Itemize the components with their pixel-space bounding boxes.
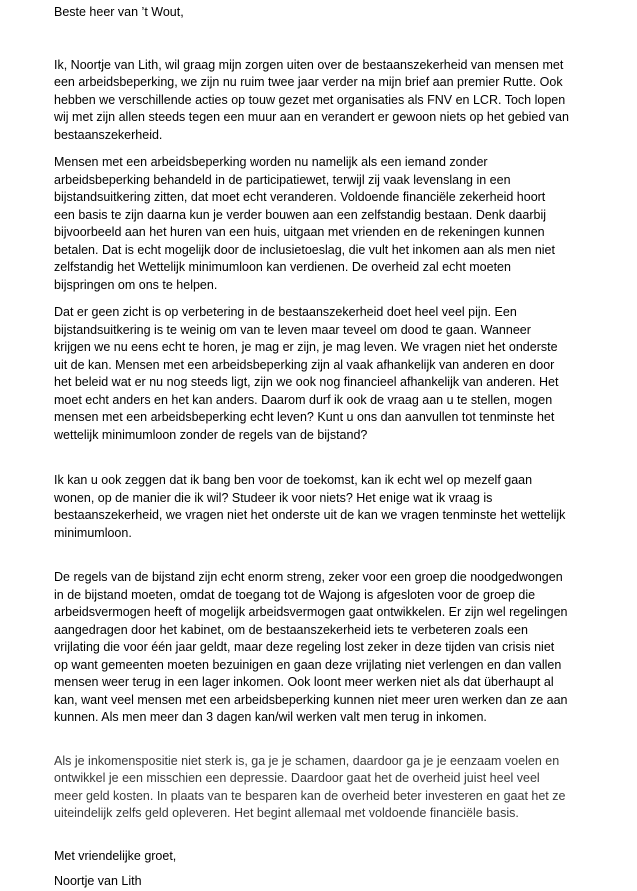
paragraph-line: bestaanszekerheid, we vragen niet het onderste uit de kan we vragen tenminste het wettelijk [54, 508, 566, 522]
paragraph-line: aangedragen door het kabinet, om de bestaanszekerheid iets te verbeteren zoals een [54, 622, 528, 637]
paragraph-line: arbeidsvermogen heeft of mogelijk arbeidsvermogen gaat ontwikkelen. Er zijn wel regelingen [54, 605, 568, 619]
paragraph-line: bijspringen om ons te helpen. [54, 277, 218, 292]
paragraph-3 [54, 304, 626, 444]
paragraph-6 [54, 753, 626, 823]
paragraph-line: krijgen we nu eens echt te horen, je mag er zijn, je mag leven. We vragen niet het onderste [54, 340, 558, 354]
letter-closing: Met vriendelijke groet, [54, 848, 177, 863]
paragraph-line: kan, want veel mensen met een arbeidsbeperking kunnen niet meer uren werken dan ze aan [54, 692, 568, 707]
paragraph-line: bestaanszekerheid. [54, 127, 163, 142]
paragraph-1 [54, 57, 626, 145]
paragraph-line: wettelijk minimumloon zonder de regels van de bijstand? [54, 427, 368, 442]
paragraph-line: Dat er geen zicht is op verbetering in de bestaanszekerheid doet heel veel pijn. Een [54, 305, 517, 319]
paragraph-line: uit de kan. Mensen met een arbeidsbeperking zijn al vaak afhankelijk van anderen en door [54, 357, 555, 372]
paragraph-line: bijvoorbeeld aan het huren van een huis, uitgaan met vrienden en de rekeningen kunnen [54, 225, 545, 239]
paragraph-line: ontwikkel je een misschien een depressie. Daardoor gaat het de overheid juist heel veel [54, 771, 540, 785]
paragraph-line: hebben we verschillende acties op touw gezet met organisaties als FNV en LCR. Toch lopen [54, 92, 566, 107]
paragraph-line: Ik, Noortje van Lith, wil graag mijn zorgen uiten over de bestaanszekerheid van mensen met [54, 57, 564, 72]
paragraph-line: het beleid wat er nu nog steeds ligt, zijn we ook nog financieel afhankelijk van anderen. Het [54, 375, 559, 389]
paragraph-line: moet echt anders en het kan anders. Daarom durf ik ook de vraag aan u te stellen, mogen [54, 392, 553, 407]
paragraph-4 [54, 472, 626, 542]
paragraph-line: Ik kan u ook zeggen dat ik bang ben voor de toekomst, kan ik echt wel op mezelf gaan [54, 473, 533, 487]
paragraph-line: meer geld kosten. In plaats van te besparen kan de overheid beter investeren en gaat het ze [54, 788, 566, 803]
paragraph-line: vrijlating die voor één jaar geldt, maar deze regeling lost zeker in deze tijden van crisis niet [54, 640, 555, 654]
paragraph-5 [54, 569, 626, 727]
paragraph-line: Mensen met een arbeidsbeperking worden nu namelijk als een iemand zonder [54, 155, 488, 169]
paragraph-line: bijstandsuitkering zitten, dat moet echt veranderen. Voldoende financiële zekerheid hoort [54, 190, 546, 204]
paragraph-line: mensen met een arbeidsbeperking echt leven? Kunt u ons dan aanvullen tot tenminste het [54, 410, 555, 424]
letter-signature: Noortje van Lith [54, 874, 142, 888]
letter-greeting: Beste heer van ’t Wout, [54, 5, 184, 19]
paragraph-line: kunnen. Als men meer dan 3 dagen kan/wil werken valt men terug in inkomen. [54, 710, 487, 724]
paragraph-line: uiteindelijk zelfs geld opleveren. Het begint allemaal met voldoende financiële basis. [54, 806, 519, 820]
paragraph-line: zelfstandig het Wettelijk minimumloon kan verdienen. De overheid zal echt moeten [54, 260, 511, 274]
paragraph-line: bijstandsuitkering is te weinig om van te leven maar teveel om dood te gaan. Wanneer [54, 322, 531, 337]
paragraph-line: een basis te zijn daarna kun je verder bouwen aan een zelfstandig bestaan. Denk daarbij [54, 207, 546, 222]
letter [54, 0, 626, 891]
paragraph-2 [54, 154, 626, 294]
paragraph-line: een arbeidsbeperking, we zijn nu ruim twee jaar verder na mijn brief aan premier Rutte. Ook [54, 75, 563, 89]
paragraph-line: minimumloon. [54, 525, 132, 540]
paragraph-line: De regels van de bijstand zijn echt enorm streng, zeker voor een groep die noodgedwongen [54, 570, 563, 584]
paragraph-line: wij met zijn allen steeds tegen een muur aan en verandert er gewoon niets op het gebied van [54, 110, 569, 124]
paragraph-line: wonen, op de manier die ik wil? Studeer ik voor niets? Het enige wat ik vraag is [54, 490, 493, 505]
paragraph-line: betalen. Dat is echt mogelijk door de inclusietoeslag, die vult het inkomen aan als men niet [54, 242, 555, 257]
paragraph-line: arbeidsbeperking behandeld in de participatiewet, terwijl zij vaak levenslang in een [54, 172, 511, 187]
paragraph-line: op want gemeenten moeten bezuinigen en gaan deze vrijlating niet verlengen en dan vallen [54, 657, 562, 672]
paragraph-line: Als je inkomenspositie niet sterk is, ga je je schamen, daardoor ga je je eenzaam voelen en [54, 753, 560, 768]
paragraph-line: in de bijstand moeten, omdat de toegang tot de Wajong is afgesloten voor de groep die [54, 587, 536, 602]
paragraph-line: mensen weer terug in een lager inkomen. Ook loont meer werken niet als dat überhaupt al [54, 675, 554, 689]
